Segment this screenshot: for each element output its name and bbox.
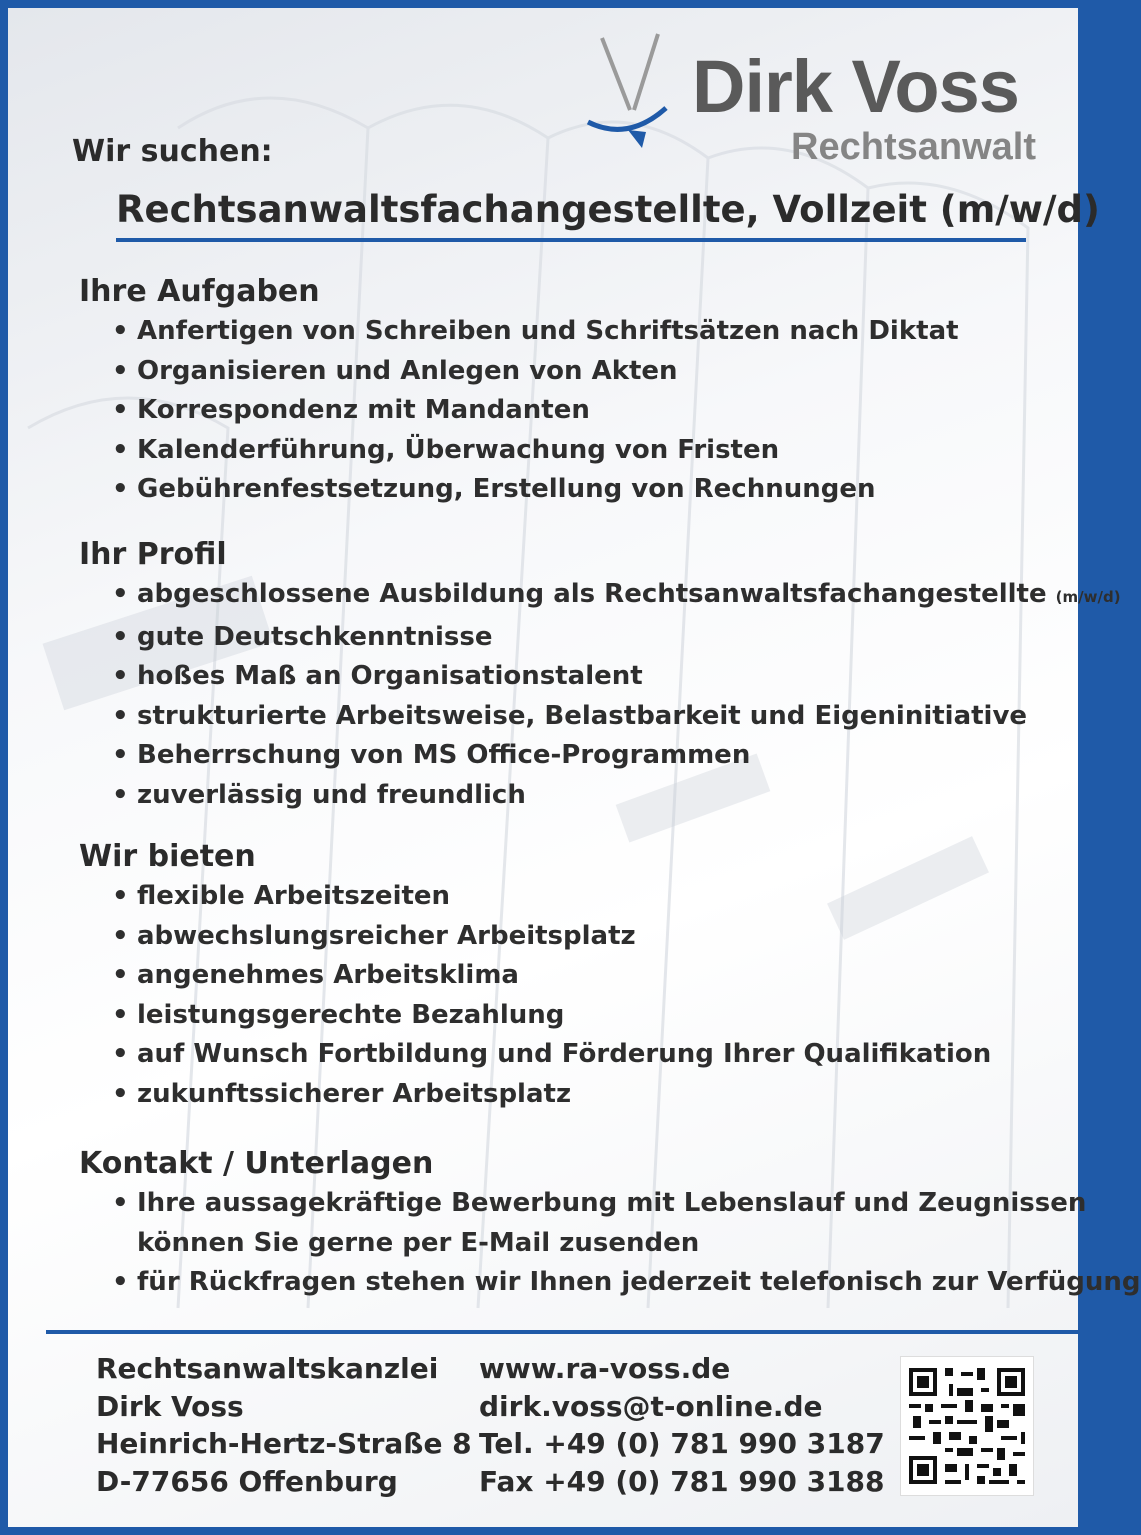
list-item: • Ihre aussagekräftige Bewerbung mit Lebenslauf und Zeugnissen <box>112 1188 1087 1218</box>
section-heading: Ihr Profil <box>79 537 227 572</box>
section-profile <box>79 535 1121 815</box>
list-item: • hoßes Maß an Organisationstalent <box>112 661 643 691</box>
address-line: Heinrich-Hertz-Straße 8 <box>96 1427 472 1460</box>
address-line: Rechtsanwaltskanzlei <box>96 1352 439 1385</box>
footer-contact <box>479 1350 885 1500</box>
list-item: • angenehmes Arbeitsklima <box>112 960 519 990</box>
brand-subtitle: Rechtsanwalt <box>791 126 1036 168</box>
email-link[interactable]: dirk.voss@t-online.de <box>479 1389 823 1423</box>
list-item: • Organisieren und Anlegen von Akten <box>112 355 678 386</box>
list-item: • flexible Arbeitszeiten <box>112 881 451 911</box>
qr-code-icon <box>900 1356 1034 1496</box>
scales-logo-icon <box>588 30 698 150</box>
website-link[interactable]: www.ra-voss.de <box>479 1352 731 1385</box>
list-item: • Korrespondenz mit Mandanten <box>112 395 590 425</box>
list-item: • Anfertigen von Schreiben und Schriftsätzen nach Diktat <box>112 316 959 346</box>
list-item: • zuverlässig und freundlich <box>112 779 526 810</box>
section-contact <box>79 1144 1141 1303</box>
job-ad-panel <box>8 8 1141 1527</box>
footer-address <box>96 1350 472 1500</box>
list-item: • Beherrschung von MS Office-Programmen <box>112 740 751 770</box>
section-heading: Ihre Aufgaben <box>79 274 320 309</box>
list-item: • leistungsgerechte Bezahlung <box>112 999 565 1030</box>
brand-logo <box>588 30 1058 170</box>
footer-divider <box>46 1330 1078 1334</box>
list-item: • Kalenderführung, Überwachung von Fristen <box>112 434 780 465</box>
list-item-continuation: können Sie gerne per E-Mail zusenden <box>137 1227 700 1258</box>
list-item: • strukturierte Arbeitsweise, Belastbarkeit und Eigeninitiative <box>112 700 1028 731</box>
intro-label: Wir suchen: <box>72 134 273 169</box>
title-underline <box>116 238 1026 242</box>
section-offer <box>79 837 991 1114</box>
fax-number: Fax +49 (0) 781 990 3188 <box>479 1464 885 1498</box>
list-item: • gute Deutschkenntnisse <box>112 621 493 652</box>
section-heading: Wir bieten <box>79 839 256 874</box>
brand-name: Dirk Voss <box>692 45 1019 128</box>
list-item: • Gebührenfestsetzung, Erstellung von Rechnungen <box>112 474 876 504</box>
address-line: Dirk Voss <box>96 1389 244 1423</box>
address-line: D-77656 Offenburg <box>96 1464 398 1498</box>
list-item: • für Rückfragen stehen wir Ihnen jederzeit telefonisch zur Verfügung <box>112 1267 1141 1297</box>
job-title: Rechtsanwaltsfachangestellte, Vollzeit (m/w/d) <box>116 188 1100 231</box>
list-item: • auf Wunsch Fortbildung und Förderung Ihrer Qualifikation <box>112 1039 992 1069</box>
list-item: • abgeschlossene Ausbildung als Rechtsanwaltsfachangestellte (m/w/d) <box>112 579 1121 609</box>
section-heading: Kontakt / Unterlagen <box>79 1146 434 1181</box>
gender-tag: (m/w/d) <box>1055 588 1121 606</box>
list-item: • abwechslungsreicher Arbeitsplatz <box>112 920 636 951</box>
section-tasks <box>79 272 959 510</box>
list-item: • zukunftssicherer Arbeitsplatz <box>112 1078 572 1109</box>
phone-number: Tel. +49 (0) 781 990 3187 <box>479 1427 885 1460</box>
